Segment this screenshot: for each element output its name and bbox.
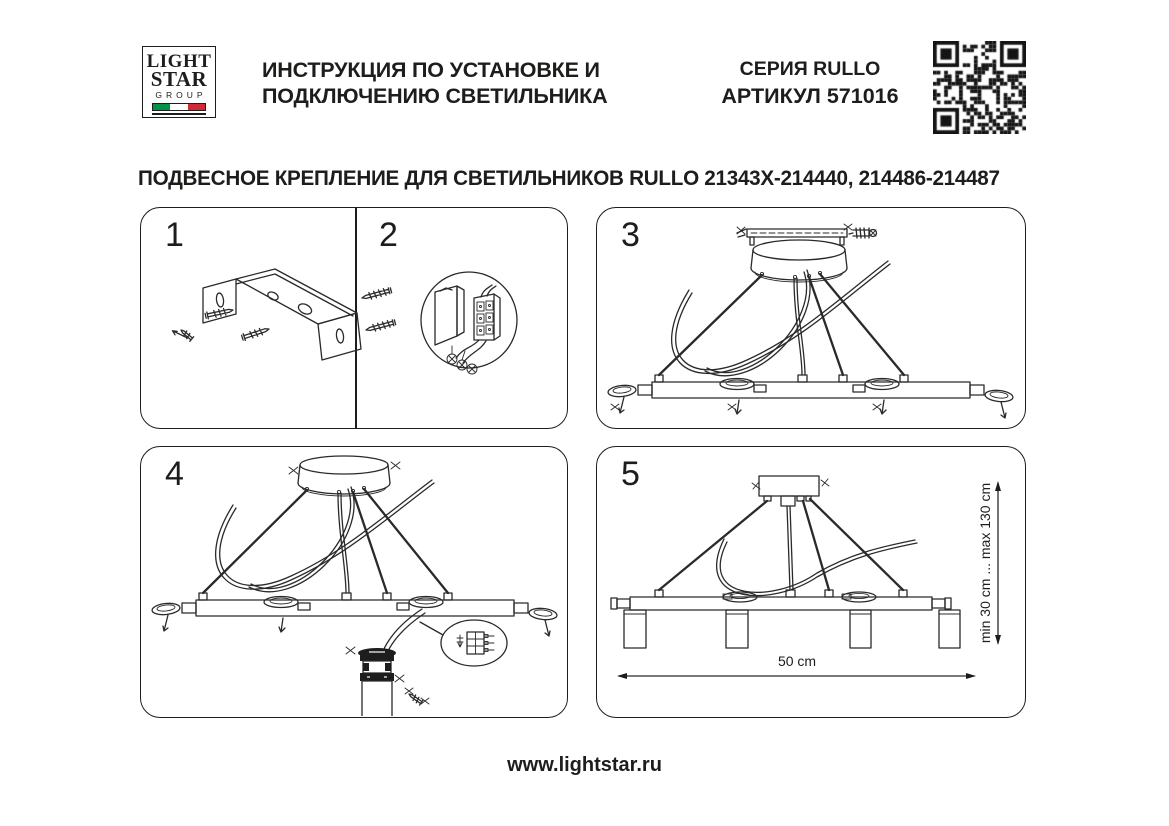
panel-steps-1-2 [140,207,568,429]
website-url: www.lightstar.ru [507,754,662,776]
panel-step-3 [596,207,1026,429]
shades-drawing [624,610,960,648]
diagram-step1-bracket-and-step2-wiring [141,208,566,427]
shade-drawing [346,609,437,716]
vertical-dimension [995,481,1001,645]
vertical-dimension-label: min 30 cm ... max 130 cm [977,482,993,644]
title-line-2: ПОДКЛЮЧЕНИЮ СВЕТИЛЬНИКА [262,84,608,108]
wiring-detail-drawing [421,272,517,374]
suspension-cables-drawing [655,274,908,382]
diagram-step4-shade-mounting [141,447,566,716]
italian-flag-icon [152,103,206,111]
panel-step-4 [140,446,568,718]
terminal-detail-drawing [420,620,507,666]
step-number-1: 1 [165,216,184,254]
lightstar-logo [142,46,216,118]
series-article-block [688,56,932,110]
canopy-drawing [751,240,847,282]
horizontal-dimension [617,673,976,679]
suspension-cables-drawing [655,499,907,597]
horizontal-dimension-label: 50 cm [777,653,817,669]
logo-star: STAR [150,67,208,91]
flag-underline [152,113,206,115]
panel-step-5 [596,446,1026,718]
bar-drawing [152,597,558,637]
step-number-5: 5 [621,455,640,493]
logo-light: LIGHT [146,51,212,72]
subtitle: ПОДВЕСНОЕ КРЕПЛЕНИЕ ДЛЯ СВЕТИЛЬНИКОВ RULLO 21343X-214440, 214486-214487 [138,167,1000,190]
suspension-cables-drawing [199,489,452,600]
screw-icon [172,287,396,345]
logo-group: GROUP [155,90,207,100]
article-label: АРТИКУЛ 571016 [721,84,899,108]
title-line-1: ИНСТРУКЦИЯ ПО УСТАНОВКЕ И [262,58,600,82]
step-number-2: 2 [379,216,398,254]
ceiling-bracket-drawing [737,224,877,245]
step-number-3: 3 [621,216,640,254]
document-title [262,57,607,109]
step-number-4: 4 [165,455,184,493]
bar-drawing [611,592,951,610]
canopy-drawing [752,476,829,506]
bar-drawing [608,379,1014,419]
diagram-step5-final-dimensions [597,447,1024,716]
series-label: СЕРИЯ RULLO [739,58,881,80]
diagram-step3-hanging [597,208,1024,427]
bracket-drawing [203,269,361,360]
qr-code [933,41,1026,134]
